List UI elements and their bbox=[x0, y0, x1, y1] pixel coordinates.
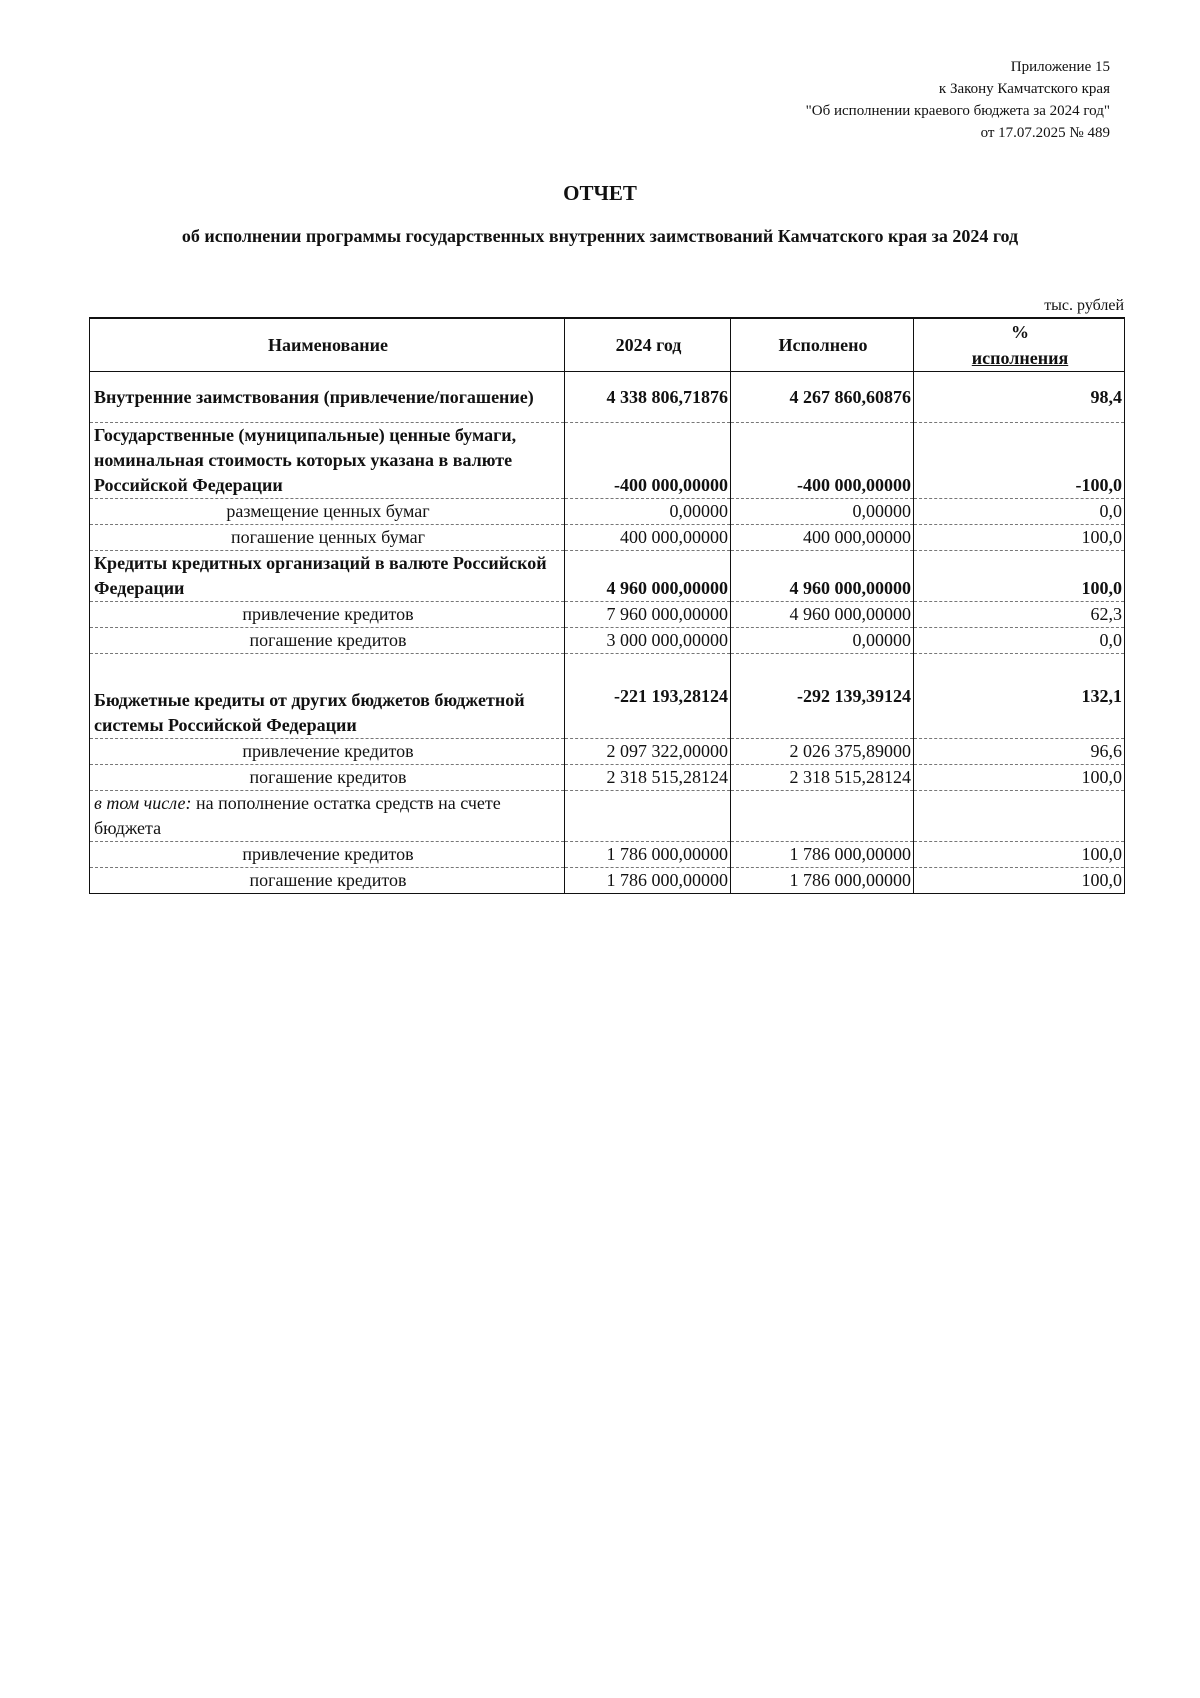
note-label: в том числе: bbox=[94, 793, 192, 813]
row-name: привлечение кредитов bbox=[90, 602, 565, 628]
table-row bbox=[90, 372, 1125, 423]
row-plan: 4 960 000,00000 bbox=[565, 551, 731, 602]
row-plan: 7 960 000,00000 bbox=[565, 602, 731, 628]
appendix-reference bbox=[610, 56, 1110, 144]
appendix-line-2: к Закону Камчатского края bbox=[938, 81, 1110, 97]
row-percent: 100,0 bbox=[914, 765, 1125, 791]
row-plan: 4 338 806,71876 bbox=[565, 372, 731, 423]
table-row bbox=[90, 551, 1125, 602]
row-name: на пополнение остатка средств на счете бюджета bbox=[94, 793, 501, 838]
units-label: тыс. рублей bbox=[1044, 297, 1124, 314]
row-plan: 1 786 000,00000 bbox=[565, 842, 731, 868]
row-name: привлечение кредитов bbox=[90, 739, 565, 765]
row-percent: 100,0 bbox=[914, 525, 1125, 551]
row-plan: 1 786 000,00000 bbox=[565, 868, 731, 894]
row-percent: 62,3 bbox=[914, 602, 1125, 628]
row-executed: -292 139,39124 bbox=[731, 654, 914, 739]
table-row bbox=[90, 602, 1125, 628]
appendix-line-3: "Об исполнении краевого бюджета за 2024 год" bbox=[805, 103, 1110, 119]
row-name: погашение ценных бумаг bbox=[90, 525, 565, 551]
row-plan: 2 318 515,28124 bbox=[565, 765, 731, 791]
row-plan: 0,00000 bbox=[565, 499, 731, 525]
row-executed: 0,00000 bbox=[731, 628, 914, 654]
row-percent: 100,0 bbox=[914, 868, 1125, 894]
row-percent: 0,0 bbox=[914, 628, 1125, 654]
row-name: Бюджетные кредиты от других бюджетов бюджетной системы Российской Федерации bbox=[90, 654, 565, 739]
row-executed-empty bbox=[731, 791, 914, 842]
row-percent: 100,0 bbox=[914, 551, 1125, 602]
borrowing-report-table bbox=[89, 317, 1125, 894]
appendix-line-1: Приложение 15 bbox=[1010, 59, 1110, 75]
table-row bbox=[90, 628, 1125, 654]
header-percent-sign: % bbox=[1011, 322, 1029, 342]
row-plan-empty bbox=[565, 791, 731, 842]
row-executed: 4 960 000,00000 bbox=[731, 551, 914, 602]
row-executed: 2 318 515,28124 bbox=[731, 765, 914, 791]
row-plan: -400 000,00000 bbox=[565, 423, 731, 499]
row-executed: 1 786 000,00000 bbox=[731, 868, 914, 894]
row-percent: 98,4 bbox=[914, 372, 1125, 423]
row-executed: 0,00000 bbox=[731, 499, 914, 525]
row-percent: 132,1 bbox=[914, 654, 1125, 739]
row-executed: 400 000,00000 bbox=[731, 525, 914, 551]
table-row bbox=[90, 525, 1125, 551]
table-header-row bbox=[90, 318, 1125, 372]
row-name: привлечение кредитов bbox=[90, 842, 565, 868]
row-name: погашение кредитов bbox=[90, 628, 565, 654]
row-name: Кредиты кредитных организаций в валюте Российской Федерации bbox=[90, 551, 565, 602]
table-row bbox=[90, 868, 1125, 894]
table-row bbox=[90, 423, 1125, 499]
row-percent: 0,0 bbox=[914, 499, 1125, 525]
row-percent-empty bbox=[914, 791, 1125, 842]
row-executed: 2 026 375,89000 bbox=[731, 739, 914, 765]
appendix-line-4: от 17.07.2025 № 489 bbox=[980, 125, 1110, 141]
header-percent bbox=[914, 318, 1125, 372]
row-name: Государственные (муниципальные) ценные бумаги, номинальная стоимость которых указана в валюте Российской Федерации bbox=[90, 423, 565, 499]
table-row bbox=[90, 791, 1125, 842]
row-plan: 400 000,00000 bbox=[565, 525, 731, 551]
row-executed: 4 960 000,00000 bbox=[731, 602, 914, 628]
row-name-note bbox=[90, 791, 565, 842]
row-name: Внутренние заимствования (привлечение/погашение) bbox=[90, 372, 565, 423]
header-plan: 2024 год bbox=[565, 318, 731, 372]
row-percent: 100,0 bbox=[914, 842, 1125, 868]
table-row bbox=[90, 499, 1125, 525]
row-plan: -221 193,28124 bbox=[565, 654, 731, 739]
row-executed: 1 786 000,00000 bbox=[731, 842, 914, 868]
row-executed: 4 267 860,60876 bbox=[731, 372, 914, 423]
table-row bbox=[90, 842, 1125, 868]
row-percent: 96,6 bbox=[914, 739, 1125, 765]
row-plan: 3 000 000,00000 bbox=[565, 628, 731, 654]
table-row bbox=[90, 654, 1125, 739]
row-name: погашение кредитов bbox=[90, 765, 565, 791]
header-name: Наименование bbox=[90, 318, 565, 372]
table-row bbox=[90, 739, 1125, 765]
row-percent: -100,0 bbox=[914, 423, 1125, 499]
row-plan: 2 097 322,00000 bbox=[565, 739, 731, 765]
header-executed: Исполнено bbox=[731, 318, 914, 372]
header-percent-label: исполнения bbox=[971, 348, 1069, 368]
row-name: погашение кредитов bbox=[90, 868, 565, 894]
table-row bbox=[90, 765, 1125, 791]
row-executed: -400 000,00000 bbox=[731, 423, 914, 499]
row-name: размещение ценных бумаг bbox=[90, 499, 565, 525]
document-title: ОТЧЕТ bbox=[563, 181, 637, 205]
document-subtitle: об исполнении программы государственных внутренних заимствований Камчатского края за 2024 год bbox=[181, 226, 1019, 246]
